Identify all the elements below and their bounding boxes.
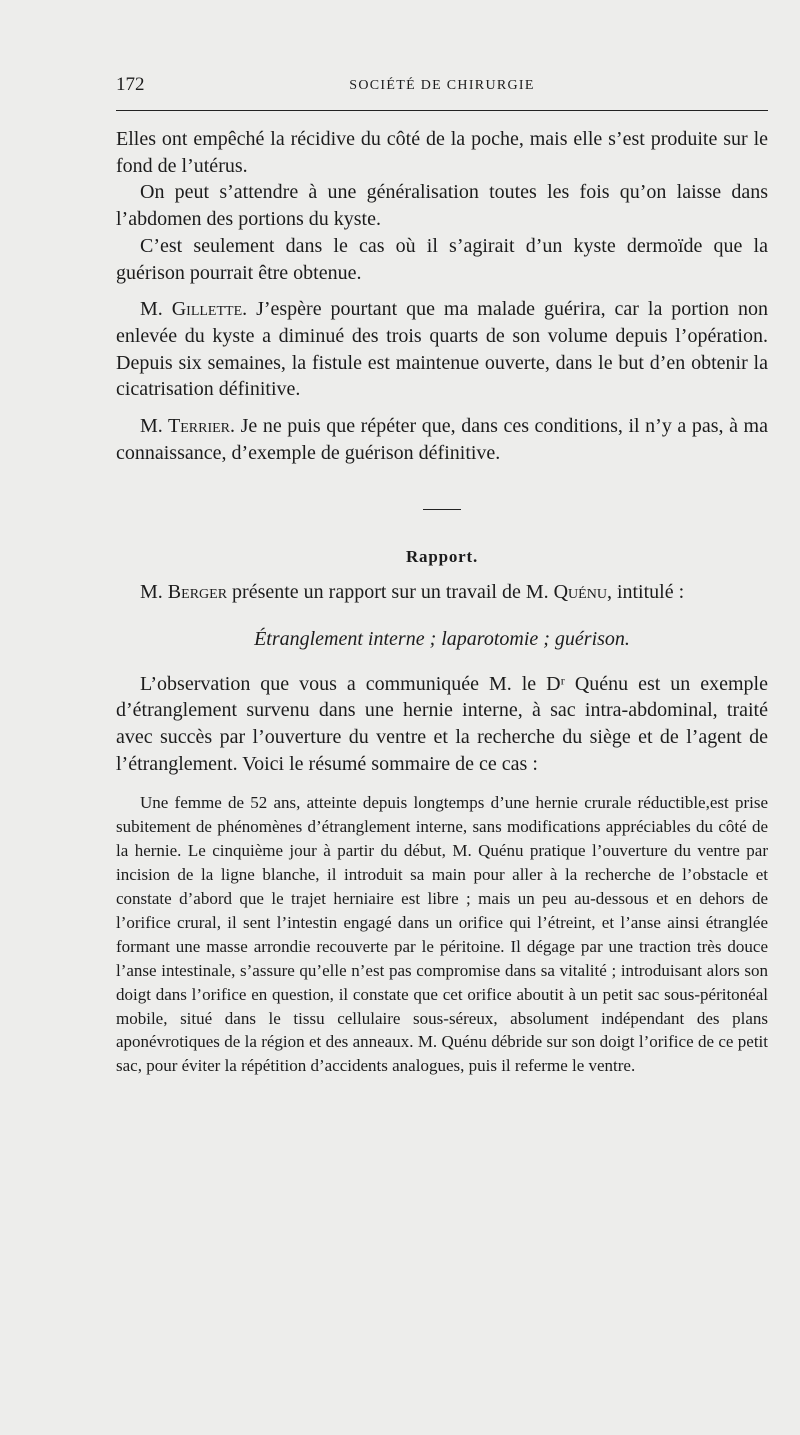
paragraph: C’est seulement dans le cas où il s’agirait d’un kyste dermoïde que la guérison pourrait être obtenue. <box>116 234 768 284</box>
speech-text: J’espère pourtant que ma malade guérira, car la portion non enlevée du kyste a diminué des trois quarts de son volume depuis l’opération. Depuis six semaines, la fistule est maintenue ouverte, dans le but d’en obtenir la cicatrisation définitive. <box>116 298 768 401</box>
summary-paragraph: Une femme de 52 ans, atteinte depuis longtemps d’une hernie crurale réductible,est prise subitement de phénomènes d’étranglement interne, sans modifications appréciables du côté de la hernie. Le cinquième jour à partir du début, M. Quénu pratique l’ouverture du ventre par incision de la ligne blanche, il introduit sa main pour aller à la recherche de l’obstacle et constate d’abord que le trajet herniaire est libre ; mais un peu au-dessous et en dehors de l’orifice crural, il sent l’intestin engagé dans un orifice qui l’étreint, et l’anse ainsi étranglée formant une masse arrondie recouverte par le péritoine. Il dégage par une traction très douce l’anse intestinale, s’assure qu’elle n’est pas compromise dans sa vitalité ; introduisant alors son doigt dans l’orifice en question, il constate que cet orifice aboutit à un petit sac sous-péritonéal mobile, situé dans le tissu cellulaire sous-séreux, absolument indépendant des plans aponévrotiques de la région et des anneaux. M. Quénu débride sur son doigt l’orifice de ce petit sac, pour éviter la répétition d’accidents analogues, puis il referme le ventre. <box>116 793 768 1076</box>
work-title: Étranglement interne ; laparotomie ; guérison. <box>254 627 630 650</box>
section-title: Rapport. <box>405 547 479 567</box>
case-summary <box>116 791 768 1078</box>
running-head: SOCIÉTÉ DE CHIRURGIE <box>349 78 535 93</box>
section-separator <box>423 509 461 510</box>
speaker-name: M. Gillette. <box>140 298 248 321</box>
page-header <box>116 74 768 104</box>
body-text <box>116 126 768 1078</box>
author-name: Berger <box>167 581 228 604</box>
paragraph: Elles ont empêché la récidive du côté de la poche, mais elle s’est produite sur le fond de l’utérus. <box>116 128 768 177</box>
report-intro <box>116 579 768 606</box>
paragraph-terrier <box>116 413 768 466</box>
paragraph-gillette <box>116 296 768 403</box>
speaker-name: M. Terrier. <box>140 415 235 438</box>
header-rule <box>116 110 768 111</box>
paragraph: On peut s’attendre à une généralisation toutes les fois qu’on laisse dans l’abdomen des portions du kyste. <box>116 181 768 231</box>
intro-text: , intitulé : <box>606 581 685 604</box>
page-number: 172 <box>116 74 145 95</box>
author-name: Quénu <box>553 581 607 604</box>
speech-text: Je ne puis que répéter que, dans ces conditions, il n’y a pas, à ma connaissance, d’exemple de guérison définitive. <box>116 415 768 464</box>
intro-text: M. <box>140 581 168 604</box>
intro-text: présente un rapport sur un travail de M. <box>227 581 554 604</box>
paragraph-observation: L’observation que vous a communiquée M. le Dʳ Quénu est un exemple d’étranglement survenu dans une hernie interne, à sac intra-abdominal, traité avec succès par l’ouverture du ventre et la recherche du siège et de l’agent de l’étranglement. Voici le résumé sommaire de ce cas : <box>116 672 768 775</box>
